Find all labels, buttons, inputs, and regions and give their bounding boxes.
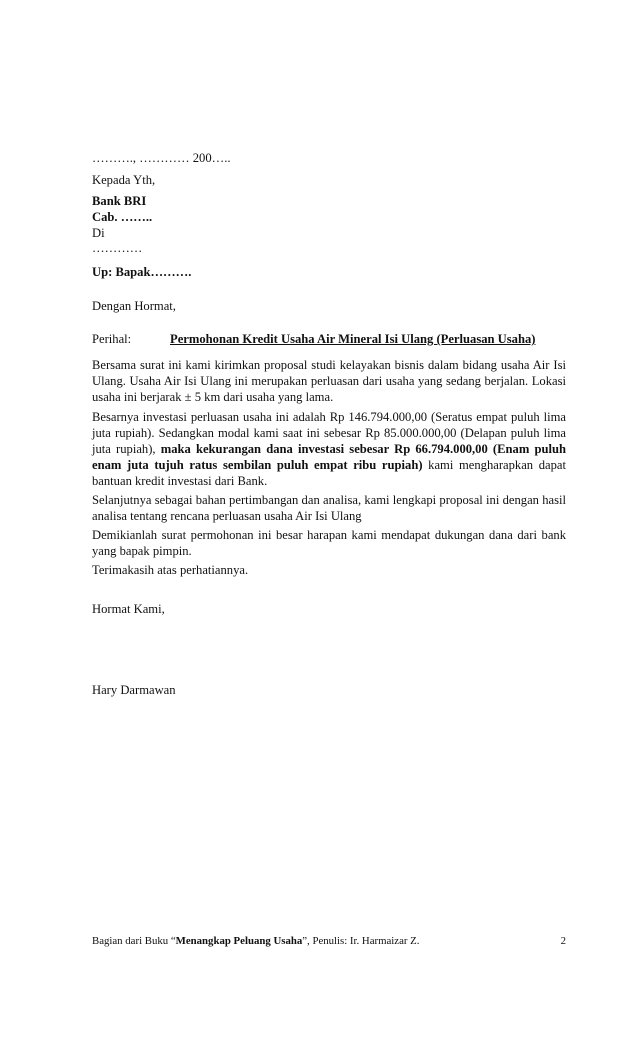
attention-line: Up: Bapak………. (92, 265, 192, 279)
page-footer (92, 934, 566, 948)
closing: Hormat Kami, (92, 602, 165, 616)
to-label: Kepada Yth, (92, 173, 156, 187)
investment-text-start: Besarnya investasi perluasan usaha ini adalah Rp 146.794.000,00 (Seratus empat puluh lima juta rupiah). Sedangkan modal kami saat ini sebesar Rp 85.000.000,00 (Delapan puluh lima juta rupiah), (92, 410, 566, 456)
signer-name: Hary Darmawan (92, 683, 176, 697)
perihal-label: Perihal: (92, 332, 132, 346)
date-line: ………., ………… 200….. (92, 151, 231, 165)
recipient-name: Bank BRI (92, 194, 147, 208)
recipient-branch: Cab. …….. (92, 210, 153, 224)
investment-shortfall: maka kekurangan dana investasi sebesar Rp 66.794.000,00 (Enam puluh enam juta tujuh ratus sembilan puluh empat ribu rupiah) (92, 442, 566, 472)
greeting: Dengan Hormat, (92, 299, 176, 313)
paragraph-intro: Bersama surat ini kami kirimkan proposal studi kelayakan bisnis dalam bidang usaha Air Isi Ulang. Usaha Air Isi Ulang ini merupakan perluasan dari usaha yang sedang berjalan. Lokasi usaha ini berjarak ± 5 km dari usaha yang lama. (92, 358, 566, 404)
recipient-place: ………… (92, 241, 143, 255)
footer-author: ”, Penulis: Ir. Harmaizar Z. (302, 935, 420, 947)
recipient-di: Di (92, 226, 105, 240)
thanks-line: Terimakasih atas perhatiannya. (92, 563, 249, 577)
paragraph-hope: Demikianlah surat permohonan ini besar harapan kami mendapat dukungan dana dari bank yang bapak pimpin. (92, 528, 566, 558)
paragraph-investment (92, 409, 566, 489)
page-number: 2 (560, 935, 566, 947)
footer-book-title: Menangkap Peluang Usaha (175, 935, 303, 947)
investment-text-end: kami mengharapkan dapat bantuan kredit investasi dari Bank. (92, 458, 566, 488)
perihal-subject: Permohonan Kredit Usaha Air Mineral Isi Ulang (Perluasan Usaha) (170, 332, 536, 346)
paragraph-analysis: Selanjutnya sebagai bahan pertimbangan dan analisa, kami lengkapi proposal ini dengan hasil analisa tentang rencana perluasan usaha Air Isi Ulang (92, 493, 566, 523)
footer-prefix: Bagian dari Buku “ (92, 935, 176, 947)
